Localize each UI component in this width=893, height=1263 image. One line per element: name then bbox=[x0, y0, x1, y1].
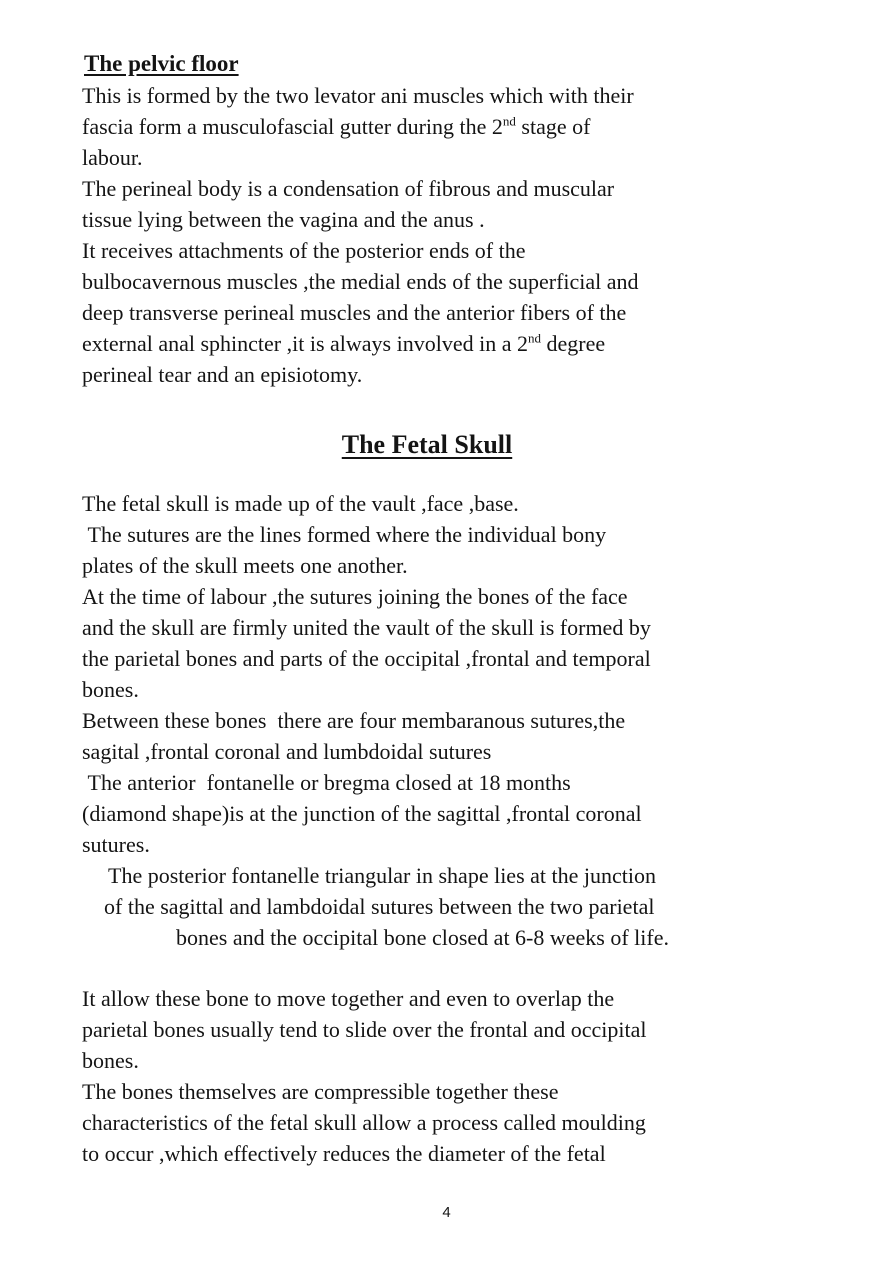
text-line: (diamond shape)is at the junction of the sagittal ,frontal coronal bbox=[82, 801, 642, 826]
text-segment: The perineal body is a condensation of fibrous and muscular bbox=[82, 176, 615, 201]
text-segment: labour. bbox=[82, 145, 143, 170]
text-line: plates of the skull meets one another. bbox=[82, 553, 408, 578]
text-line bbox=[82, 142, 772, 173]
text-line: characteristics of the fetal skull allow a process called moulding bbox=[82, 1110, 646, 1135]
text-segment: tissue lying between the vagina and the anus . bbox=[82, 207, 485, 232]
text-line: The anterior fontanelle or bregma closed at 18 months bbox=[82, 770, 571, 795]
text-line bbox=[82, 80, 772, 111]
fetal-skull-body-continued bbox=[82, 983, 772, 1169]
text-line bbox=[82, 266, 772, 297]
text-segment: deep transverse perineal muscles and the anterior fibers of the bbox=[82, 300, 627, 325]
text-segment: bulbocavernous muscles ,the medial ends of the superficial and bbox=[82, 269, 639, 294]
section-heading-fetal-skull: The Fetal Skull bbox=[341, 430, 513, 459]
text-segment: perineal tear and an episiotomy. bbox=[82, 362, 363, 387]
page-number: 4 bbox=[442, 1204, 451, 1221]
text-line: sagital ,frontal coronal and lumbdoidal sutures bbox=[82, 739, 492, 764]
text-line: to occur ,which effectively reduces the diameter of the fetal bbox=[82, 1141, 606, 1166]
text-line: The fetal skull is made up of the vault ,face ,base. bbox=[82, 491, 519, 516]
text-line: bones. bbox=[82, 677, 139, 702]
text-line bbox=[82, 297, 772, 328]
text-line: Between these bones there are four membaranous sutures,the bbox=[82, 708, 626, 733]
text-line: bones. bbox=[82, 1048, 139, 1073]
superscript: nd bbox=[502, 113, 516, 129]
text-line bbox=[82, 111, 772, 142]
text-line: sutures. bbox=[82, 832, 150, 857]
text-line bbox=[82, 328, 772, 359]
text-segment: external anal sphincter ,it is always involved in a 2 bbox=[82, 331, 528, 356]
text-line bbox=[82, 359, 772, 390]
text-segment: This is formed by the two levator ani muscles which with their bbox=[82, 83, 634, 108]
text-segment: fascia form a musculofascial gutter during the 2 bbox=[82, 114, 503, 139]
text-line: The posterior fontanelle triangular in shape lies at the junction bbox=[108, 863, 656, 888]
text-line: the parietal bones and parts of the occipital ,frontal and temporal bbox=[82, 646, 651, 671]
text-line: and the skull are firmly united the vault of the skull is formed by bbox=[82, 615, 651, 640]
text-segment: degree bbox=[540, 331, 606, 356]
text-line: The sutures are the lines formed where the individual bony bbox=[82, 522, 607, 547]
superscript: nd bbox=[527, 330, 541, 346]
text-line: of the sagittal and lambdoidal sutures between the two parietal bbox=[104, 894, 655, 919]
text-segment: It receives attachments of the posterior ends of the bbox=[82, 238, 526, 263]
fetal-skull-body bbox=[82, 488, 772, 953]
text-line bbox=[82, 235, 772, 266]
document-page bbox=[82, 48, 772, 1166]
text-segment: stage of bbox=[515, 114, 591, 139]
text-line: The bones themselves are compressible together these bbox=[82, 1079, 559, 1104]
text-line: At the time of labour ,the sutures joining the bones of the face bbox=[82, 584, 628, 609]
section-heading-pelvic-floor: The pelvic floor bbox=[84, 51, 239, 76]
text-line: bones and the occipital bone closed at 6-8 weeks of life. bbox=[176, 925, 670, 950]
text-line bbox=[82, 204, 772, 235]
pelvic-floor-body bbox=[82, 80, 772, 390]
text-line: It allow these bone to move together and even to overlap the bbox=[82, 986, 615, 1011]
text-line bbox=[82, 173, 772, 204]
text-line: parietal bones usually tend to slide over the frontal and occipital bbox=[82, 1017, 647, 1042]
